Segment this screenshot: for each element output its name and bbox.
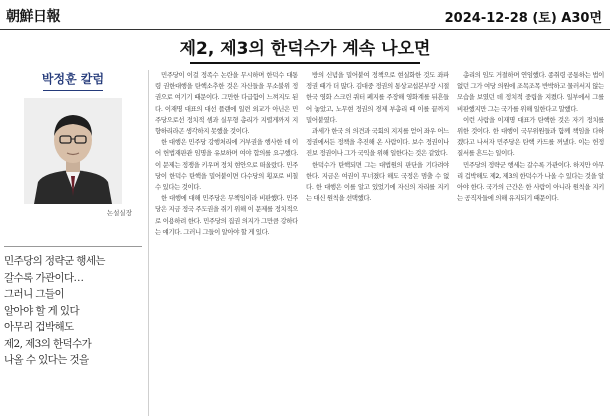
- column-divider: [148, 70, 149, 416]
- paragraph: 민주당이 이걸 정족수 논란을 무시하며 한덕수 대통령 권한대행을 탄핵소추한 것은 자신들을 무소불위 정권으로 여기기 때문이다. 그만한 다급함이 느껴지도 된다. 이재명 대표의 대선 플랜에 일련 외교가 아닌은 민주당으로선 정치적 셈과 실무형 총리가 지렬게까지 지향하리라곤 생각하지 못했을 것이다.: [155, 71, 298, 136]
- columnist-sidebar: [4, 70, 142, 418]
- paragraph: 한 대행은 민주당 강행처리에 거부권을 행사한 데 이어 헌법재판관 임명을 유보하며 여야 합의를 요구했다. 이 문제는 정쟁을 키우며 정치 현안으로 떠올랐다. 민주당이 한덕수 탄핵을 밀어붙이면 다수당의 횡포로 비칠 수 있다는 것이다.: [155, 138, 298, 192]
- paragraph: 한덕수가 탄핵되면 그는 대법원의 판단을 기다려야 한다. 지금은 여권이 무너졌다 해도 국정은 멈출 수 없다. 한 대행은 이를 알고 있었기에 자신의 자리를 지키는 대신 원칙을 선택했다.: [306, 160, 449, 203]
- paragraph: 과세가 한국 의 의견과 국회의 지지를 얻어 좌우 어느 정권에서든 정책을 추진해 온 사람이다. 보수 정권이나 진보 정권이나 그가 국익을 위해 일한다는 것은 같았다.: [306, 127, 449, 158]
- pull-quote-line: 아무리 겁박해도: [4, 321, 74, 333]
- issue-date: 2024-12-28 (토) A30면: [444, 11, 602, 26]
- photo-caption: 논설실장: [106, 209, 132, 217]
- portrait-icon: [24, 98, 122, 204]
- pull-quote-line: 알아야 할 게 있다: [4, 304, 80, 317]
- paragraph: 민주당의 정략군 행세는 갈수록 가관이다. 하지만 아무리 겁박해도 제2, 제3의 한덕수가 나올 수 있다는 것을 알아야 한다. 국가의 근간은 한 사람이 아니라 원칙을 지키는 공직자들에 의해 유지되기 때문이다.: [457, 160, 604, 203]
- article-column-1: [155, 70, 298, 416]
- paragraph: 총리의 임도 거절하며 연임했다. 종취령 공통하는 법이 없던 그가 여당 의원에 조목조목 반박하고 물러서지 않는 모습을 보였던 데 정치적 중립을 지켰다. 일부에서 그를 비판했지만 그는 국가를 위해 일한다고 말했다.: [457, 71, 604, 113]
- pull-quote-line: 갈수록 가관이다…: [4, 271, 84, 284]
- newspaper-logo: 朝鮮日報: [6, 9, 60, 25]
- masthead: [0, 0, 610, 30]
- paragraph: 한 대행에 대해 민주당은 무책임이라 비판했다. 민주당은 지금 정국 주도권을 쥐기 위해 이 문제를 정치적으로 이용하려 한다. 민주당의 집권 의지가 그만큼 강하다는 얘기다. 그러니 그들이 알아야 할 게 있다.: [155, 194, 298, 236]
- pull-quote: [4, 246, 142, 369]
- article-column-2: [306, 70, 449, 416]
- headline: 제2, 제3의 한덕수가 계속 나오면: [179, 39, 431, 59]
- pull-quote-line: 제2, 제3의 한덕수가: [4, 337, 92, 350]
- paragraph: 방의 신념을 밀어붙여 정책으로 현실화한 것도 좌파 정권 때가 더 많다. 김대중 정권의 통상교섭본부장 시절 한국 영화 스크린 쿼터 폐지를 주장해 영화계를 뒤흔들어 놓았고, 노무현 정권의 경제 부총리 때 이를 끝까지 밀어붙였다.: [306, 71, 449, 124]
- column-title-underline: [43, 90, 103, 91]
- pull-quote-line: 민주당의 정략군 행세는: [4, 255, 105, 267]
- article-column-3: [457, 70, 604, 416]
- pull-quote-line: 그러니 그들이: [4, 288, 64, 300]
- columnist-photo: [24, 98, 122, 204]
- paragraph: 이런 사람을 이재명 대표가 탄핵한 것은 자기 정치를 위한 것이다. 한 대행이 국무위원들과 함께 책임을 다하겠다고 나서자 민주당은 탄핵 카드를 꺼냈다. 이는 헌정 질서를 흔드는 일이다.: [457, 115, 604, 158]
- pull-quote-line: 나올 수 있다는 것을: [4, 354, 89, 366]
- column-title: 박정훈 칼럼: [41, 72, 105, 86]
- headline-rule: [190, 62, 420, 64]
